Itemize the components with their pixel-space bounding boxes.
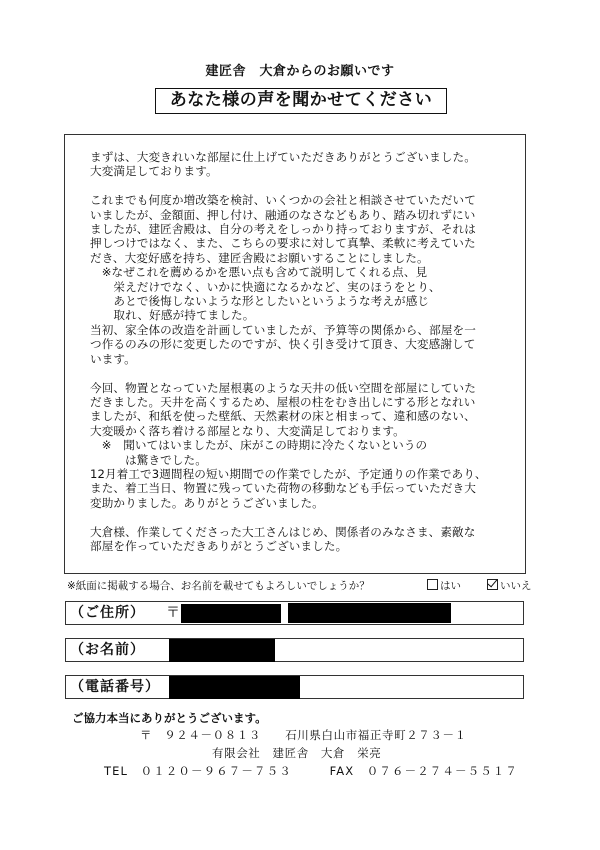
consent-yes-label: はい <box>440 580 461 592</box>
postal-mark: 〒 <box>166 605 181 621</box>
checkbox-yes[interactable] <box>427 579 438 590</box>
consent-no-label: いいえ <box>500 580 532 592</box>
page-title: あなた様の声を聞かせてください <box>155 88 447 114</box>
redacted-name <box>169 639 275 662</box>
address-label: （ご住所） <box>70 605 145 621</box>
header-subtitle: 建匠舎 大倉からのお願いです <box>205 64 395 79</box>
redacted-phone <box>169 676 300 699</box>
name-label: （お名前） <box>70 642 145 658</box>
consent-question: ※紙面に掲載する場合、お名前を載せてもよろしいでしょうか？ <box>67 580 370 592</box>
company-phone-fax: TEL ０１２０－９６７－７５３ FAX ０７６－２７４－５５１７ <box>104 764 518 778</box>
address-field[interactable] <box>65 601 524 625</box>
company-address: 〒 ９２４－０８１３ 石川県白山市福正寺町２７３－１ <box>140 728 467 742</box>
name-field[interactable] <box>65 638 524 662</box>
redacted-postal-code <box>181 604 281 623</box>
consent-option-yes[interactable] <box>427 579 461 593</box>
thanks-message: ご協力本当にありがとうございます。 <box>72 711 267 725</box>
phone-label: （電話番号） <box>70 679 160 695</box>
phone-field[interactable] <box>65 675 524 699</box>
redacted-address <box>288 603 451 623</box>
testimonial-text: まずは、大変きれいな部屋に仕上げていただきありがとうございました。 大変満足しております。 これまでも何度か増改築を検討、いくつかの会社と相談させていただいて いましたが、金額面、押し付け、融通のなさなどもあり、踏み切れずにい ましたが、建匠舎殿は、自分の考えをしっかり持っておりますが、それは 押しつけではなく、また、こちらの要求に対して真摯、柔軟に考えていた だき、大変好感を持ち、建匠舎殿にお願いすることにしました。 ※なぜこれを薦めるかを悪い点も含めて説明してくれる点、見 栄えだけでなく、いかに快適になるかなど、実のほうをとり、 あとで後悔しないような形としたいというような考えが感じ 取れ、好感が持てました。 当初、家全体の改造を計画していましたが、予算等の関係から、部屋を一 つ作るのみの形に変更したのですが、快く引き受けて頂き、大変感謝して います。 今回、物置となっていた屋根裏のような天井の低い空間を部屋にしていた だきました。天井を高くするため、屋根の柱をむき出しにする形となれい ましたが、和紙を使った壁紙、天然素材の床と相まって、違和感のない、 大変暖かく落ち着ける部屋となり、大変満足しております。 ※ 聞いてはいましたが、床がこの時期に冷たくないというの は驚きでした。 12月着工で3週間程の短い期間での作業でしたが、予定通りの作業であり、 また、着工当日、物置に残っていた荷物の移動なども手伝っていただき大 変助かりました。ありがとうございました。 大倉様、作業してくださった大工さんはじめ、関係者のみなさま、素敵な 部屋を作っていただきありがとうございました。 <box>90 150 487 553</box>
consent-option-no[interactable] <box>487 579 532 593</box>
checkbox-no-checked[interactable] <box>487 579 498 590</box>
company-name: 有限会社 建匠舎 大倉 栄亮 <box>212 746 382 760</box>
